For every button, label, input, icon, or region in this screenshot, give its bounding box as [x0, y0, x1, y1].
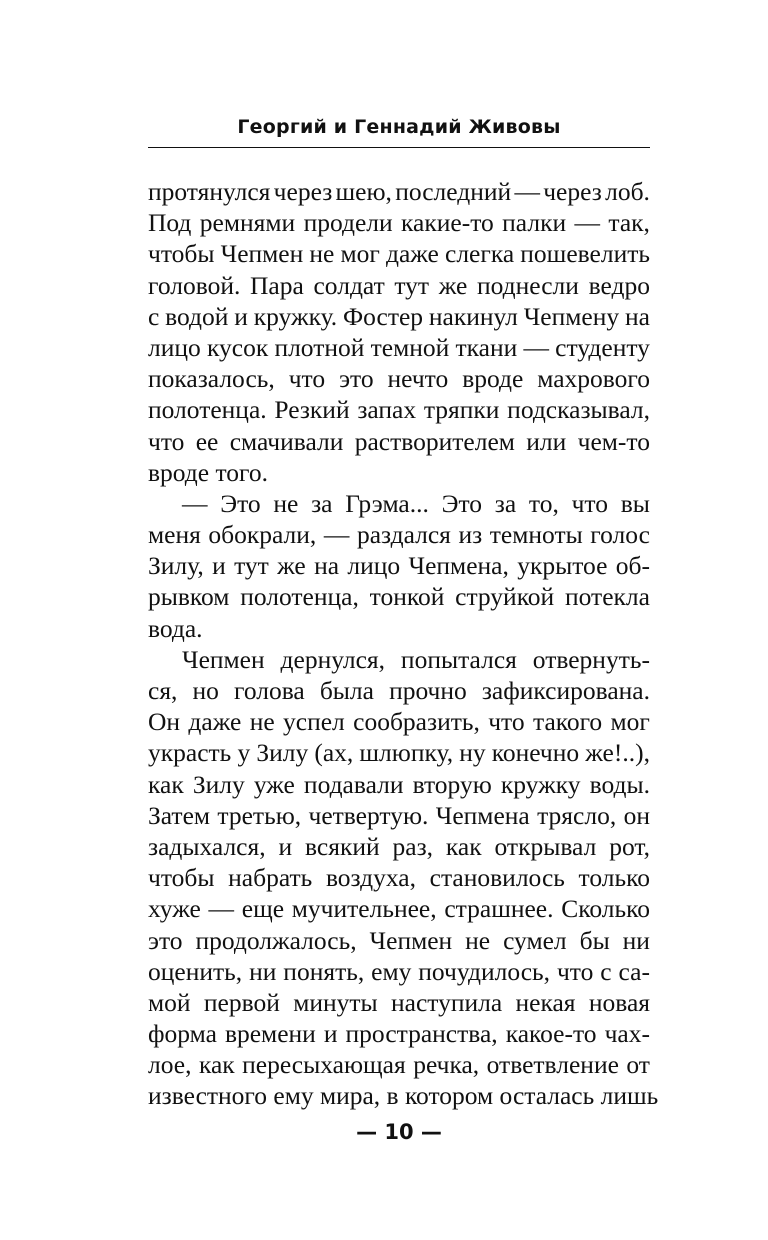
word: речка,: [413, 1050, 480, 1080]
word: не: [309, 239, 335, 269]
word: еще: [241, 894, 285, 924]
word: раз,: [392, 831, 434, 861]
word: лицо: [148, 332, 201, 362]
word: через: [543, 177, 602, 206]
word: конечно: [491, 738, 580, 768]
word: Чепмен: [182, 644, 265, 674]
word: у: [237, 738, 251, 768]
word: Резкий: [274, 395, 350, 425]
word: была: [319, 676, 374, 705]
word: Зилу,: [148, 551, 204, 581]
word: солдат: [313, 270, 385, 300]
word: же: [277, 551, 306, 581]
word: за: [494, 488, 517, 518]
word: махрового: [537, 364, 650, 394]
word: как: [198, 1050, 235, 1080]
word: тут: [234, 551, 269, 581]
word: новая: [588, 987, 650, 1017]
word: становилось: [429, 863, 565, 893]
word: на: [314, 551, 340, 581]
word: не: [465, 925, 491, 955]
text-line: [148, 176, 650, 207]
word: что: [148, 426, 185, 456]
word: четвертую.: [308, 800, 429, 830]
word: продели: [303, 208, 393, 238]
word: почудилось,: [418, 956, 551, 986]
text-line: [148, 270, 650, 301]
word: подавали: [303, 769, 404, 799]
word: потекла: [564, 582, 650, 612]
word: ткани: [455, 332, 518, 362]
word: мог: [340, 239, 380, 269]
text-line: [148, 956, 650, 987]
word: это: [148, 925, 183, 955]
text-line: вода.: [148, 613, 203, 643]
word: пересыхающая: [242, 1050, 406, 1080]
word: ну: [459, 738, 486, 768]
word: сумел: [503, 925, 567, 955]
paragraph: [148, 488, 650, 644]
word: лицо: [347, 551, 401, 581]
word: дернулся,: [280, 644, 386, 674]
word: голос: [590, 520, 650, 550]
text-line: [148, 893, 650, 924]
word: из: [458, 520, 483, 550]
word: чах-: [604, 1019, 650, 1049]
word: что: [571, 488, 608, 518]
word: с: [600, 956, 612, 986]
word: темноты: [489, 520, 583, 550]
word: тут: [394, 270, 430, 300]
text-line: [148, 675, 650, 706]
word: Фостер: [343, 301, 424, 331]
word: рот,: [609, 831, 650, 861]
word: задыхался,: [148, 831, 266, 861]
word: —: [323, 520, 350, 550]
text-line: [148, 488, 650, 519]
word: не: [249, 707, 275, 737]
word: Это: [441, 488, 483, 518]
word: —: [574, 208, 600, 238]
word: это: [339, 364, 374, 394]
word: кружку: [500, 769, 581, 799]
text-line: [148, 394, 650, 425]
word: рывком: [148, 582, 230, 612]
word: —: [523, 332, 549, 362]
word: и: [323, 1019, 338, 1049]
word: даже: [188, 707, 242, 737]
page-number: — 10 —: [356, 1120, 442, 1144]
word: шлюпку,: [359, 738, 454, 768]
word: успел: [283, 707, 345, 737]
word: от: [626, 1050, 650, 1080]
word: отвернуть-: [532, 644, 650, 674]
word: Пара: [250, 270, 304, 300]
word: минуты: [293, 987, 378, 1017]
word: протянулся: [148, 177, 271, 206]
word: ремнями: [199, 208, 296, 238]
word: смачивали: [229, 426, 344, 456]
word: плотной: [274, 332, 365, 362]
running-head-title: Георгий и Геннадий Живовы: [237, 116, 561, 138]
text-line: [148, 581, 650, 612]
word: голова: [234, 676, 305, 705]
word: (ах,: [314, 738, 354, 768]
word: с: [148, 301, 160, 331]
word: Он: [148, 707, 181, 737]
text-line: [148, 363, 650, 394]
word: ему: [371, 956, 412, 986]
word: лое,: [148, 1050, 192, 1080]
word: то,: [528, 488, 559, 518]
word: ее: [195, 426, 219, 456]
word: Чепмен: [369, 925, 453, 955]
word: темной: [370, 332, 450, 362]
text-line: [148, 550, 650, 581]
word: вы: [620, 488, 650, 518]
text-line: [148, 644, 650, 675]
text-line: [148, 238, 650, 269]
word: наступила: [390, 987, 503, 1017]
text-line: [148, 207, 650, 238]
word: воздуха,: [325, 863, 416, 893]
word: чтобы: [148, 239, 215, 269]
word: он: [623, 800, 650, 830]
word: мой: [148, 987, 191, 1017]
word: растворителем: [354, 426, 515, 456]
text-line: [148, 426, 650, 457]
word: лоб.: [605, 177, 650, 206]
word: ведро: [588, 270, 650, 300]
word: об-: [615, 551, 650, 581]
text-line: [148, 519, 650, 550]
word: тонкой: [369, 582, 445, 612]
word: Затем: [148, 800, 211, 830]
word: кусок: [206, 332, 269, 362]
word: Это: [220, 488, 261, 518]
word: и: [278, 831, 293, 861]
word: оценить,: [148, 956, 243, 986]
word: Чепмену: [523, 301, 620, 331]
text-line: [148, 1018, 650, 1049]
header-rule: [148, 147, 650, 148]
word: студенту: [555, 332, 650, 362]
word: форма: [148, 1019, 217, 1049]
word: за: [311, 488, 333, 518]
word: или: [526, 426, 567, 456]
word: пошевелить: [520, 239, 650, 269]
body-text: [148, 176, 659, 1112]
word: же: [438, 270, 468, 300]
word: попытался: [400, 644, 517, 674]
word: такого: [532, 707, 603, 737]
word: некая: [515, 987, 576, 1017]
word: уже: [253, 769, 295, 799]
word: на: [624, 301, 650, 331]
paragraph: [148, 644, 659, 1112]
text-line: [148, 862, 650, 893]
text-line: [148, 769, 650, 800]
word: —: [514, 177, 540, 206]
word: раздался: [356, 520, 451, 550]
word: Зилу: [192, 769, 245, 799]
word: Грэма...: [345, 488, 429, 518]
word: страшнее.: [444, 894, 554, 924]
word: же!..),: [585, 738, 650, 768]
text-line: [148, 737, 650, 768]
word: полотенца.: [148, 395, 267, 425]
word: Чепмена,: [408, 551, 509, 581]
text-line: [148, 301, 650, 332]
word: тряпки: [423, 395, 500, 425]
word: хуже: [148, 894, 201, 924]
word: как: [445, 831, 482, 861]
word: трясло,: [537, 800, 617, 830]
word: только: [578, 863, 650, 893]
text-line: [148, 800, 650, 831]
word: головой.: [148, 270, 241, 300]
word: зафиксирована.: [481, 676, 650, 705]
word: са-: [618, 956, 650, 986]
word: ни: [622, 925, 650, 955]
word: чем-то: [577, 426, 650, 456]
word: укрытое: [517, 551, 608, 581]
word: ответвление: [486, 1050, 619, 1080]
word: поднесли: [477, 270, 579, 300]
word: вроде: [462, 364, 524, 394]
word: —: [208, 894, 235, 924]
word: водой: [165, 301, 229, 331]
word: понять,: [283, 956, 365, 986]
word: не: [273, 488, 299, 518]
word: бы: [579, 925, 610, 955]
word: через: [273, 177, 333, 206]
word: меня: [148, 520, 201, 550]
word: первой: [203, 987, 280, 1017]
word: слегка: [445, 239, 515, 269]
word: и: [234, 301, 248, 331]
word: третью,: [217, 800, 302, 830]
word: что: [556, 956, 594, 986]
word: времени: [224, 1019, 316, 1049]
word: даже: [385, 239, 439, 269]
word: палки: [502, 208, 567, 238]
word: —: [182, 488, 208, 518]
word: ни: [249, 956, 277, 986]
word: сообразить,: [353, 707, 480, 737]
word: продолжалось,: [195, 925, 357, 955]
word: мог: [610, 707, 650, 737]
text-line: вроде того.: [148, 457, 268, 487]
word: украсть: [148, 738, 232, 768]
word: накинул: [428, 301, 518, 331]
text-line: [148, 332, 650, 363]
text-line: известного ему мира, в котором осталась лишь: [148, 1081, 659, 1111]
word: так,: [608, 208, 650, 238]
text-line: [148, 706, 650, 737]
word: всякий: [305, 831, 380, 861]
word: подсказывал,: [507, 395, 650, 425]
word: воды.: [589, 769, 650, 799]
word: Чепмен: [220, 239, 304, 269]
word: мучительнее,: [291, 894, 437, 924]
word: полотенца,: [240, 582, 359, 612]
word: Чепмена: [435, 800, 530, 830]
paragraph: [148, 176, 650, 488]
word: что: [488, 707, 525, 737]
word: открывал: [494, 831, 597, 861]
word: последний: [395, 177, 512, 206]
word: какие-то: [401, 208, 494, 238]
word: что: [288, 364, 326, 394]
word: как: [148, 769, 184, 799]
word: прочно: [389, 676, 467, 705]
word: Зилу: [256, 738, 309, 768]
word: шею,: [335, 177, 392, 206]
word: вторую: [412, 769, 492, 799]
word: набрать: [228, 863, 313, 893]
text-line: [148, 987, 650, 1018]
text-line: [148, 1049, 650, 1080]
word: кружку.: [253, 301, 338, 331]
text-line: [148, 925, 650, 956]
word: Под: [148, 208, 192, 238]
word: Сколько: [561, 894, 650, 924]
word: обокрали,: [208, 520, 317, 550]
word: нечто: [387, 364, 449, 394]
word: показалось,: [148, 364, 275, 394]
word: и: [212, 551, 226, 581]
word: струйкой: [455, 582, 555, 612]
word: но: [192, 676, 219, 705]
word: ся,: [148, 676, 178, 705]
word: запах: [357, 395, 417, 425]
text-line: [148, 831, 650, 862]
word: какое-то: [505, 1019, 597, 1049]
word: чтобы: [148, 863, 215, 893]
word: пространства,: [345, 1019, 498, 1049]
